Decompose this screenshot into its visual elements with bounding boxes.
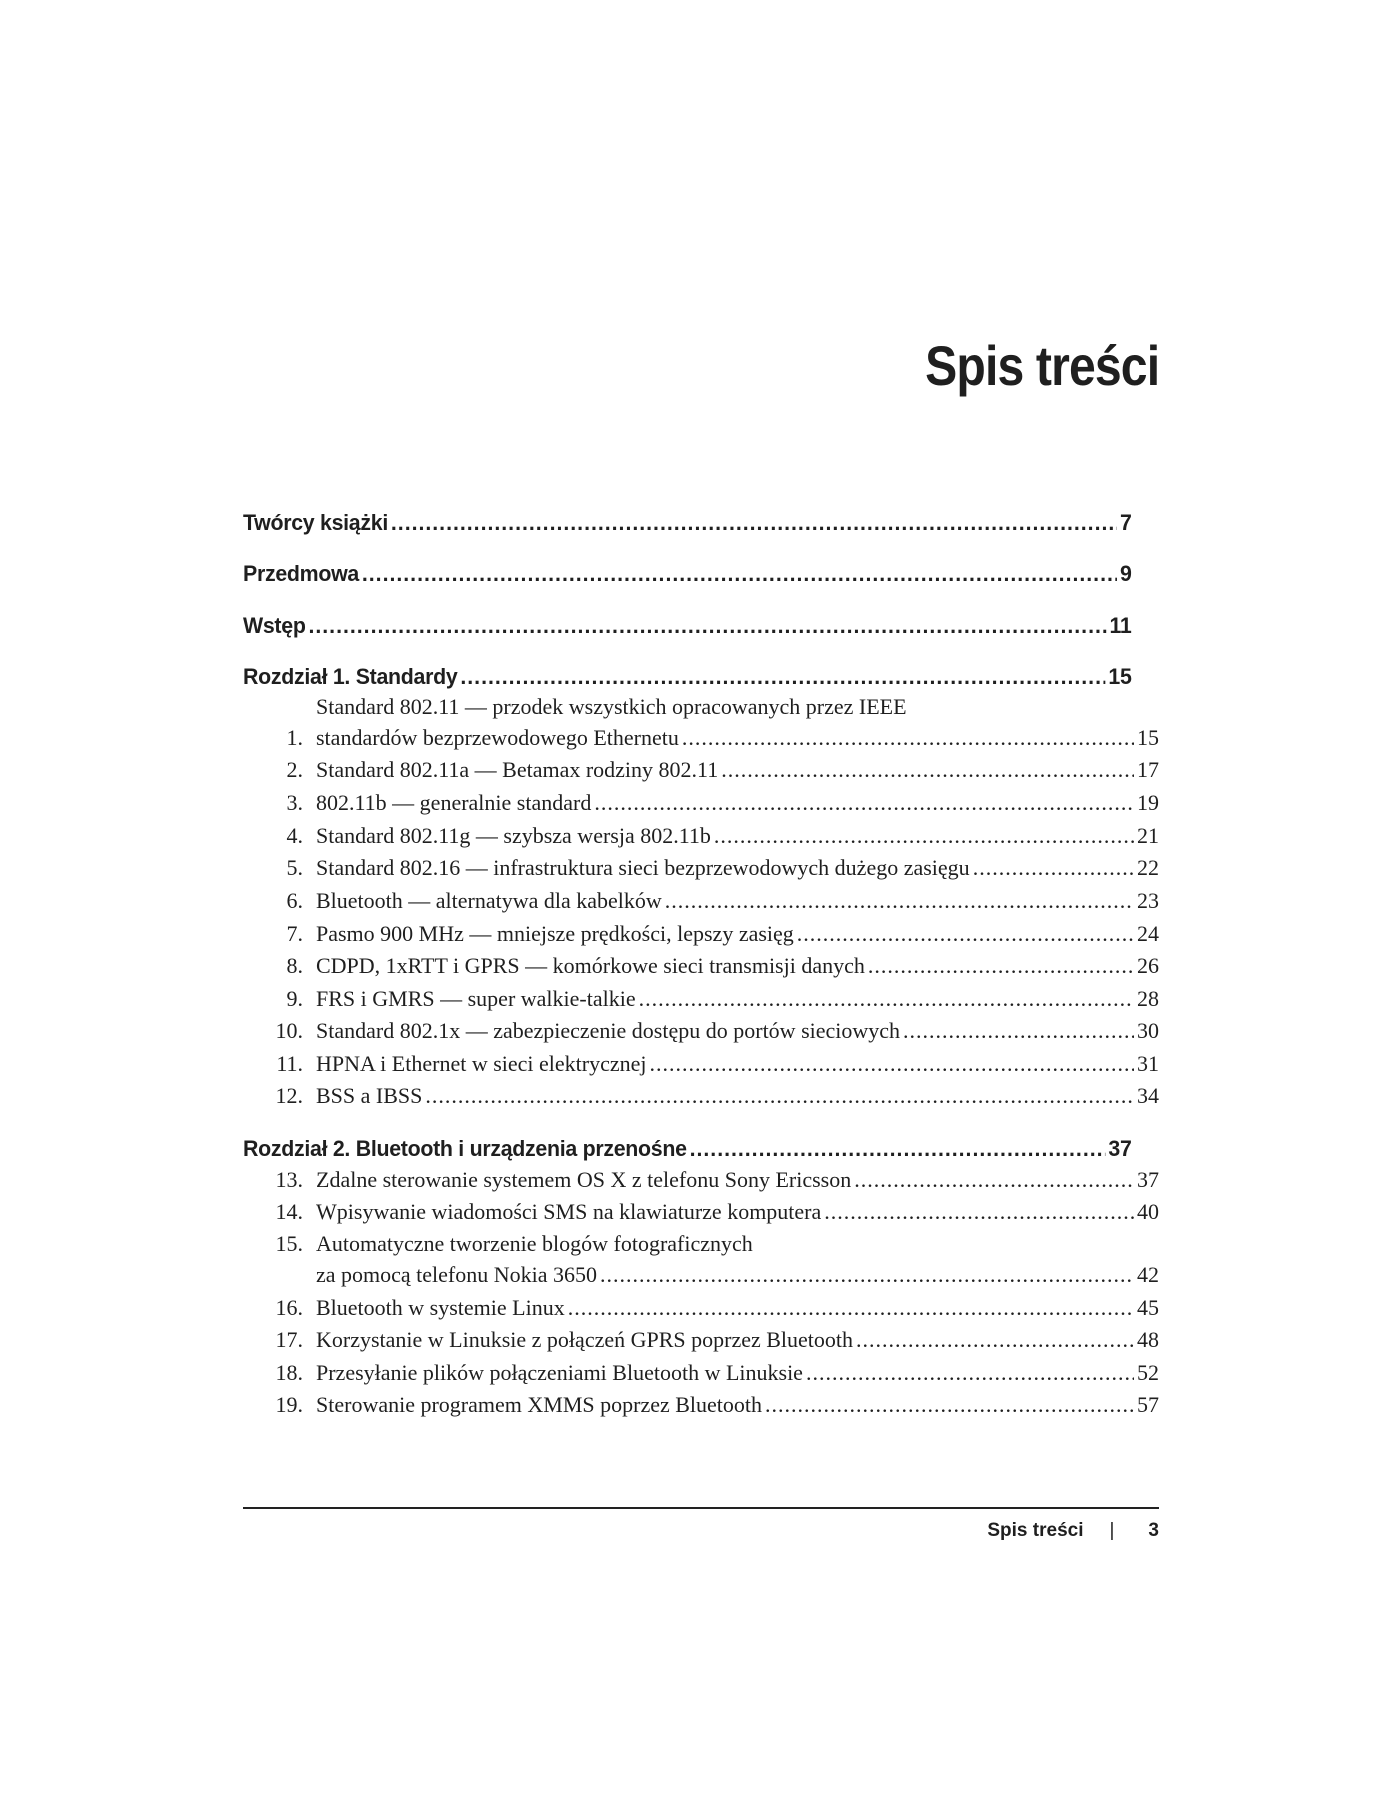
item-title: Bluetooth w systemie Linux — [316, 1295, 565, 1320]
dot-leader — [600, 1262, 1134, 1288]
item-number: 14. — [275, 1199, 303, 1224]
item-title: Zdalne sterowanie systemem OS X z telefonu Sony Ericsson — [316, 1167, 852, 1192]
toc-item-11[interactable] — [243, 1051, 1159, 1085]
item-title: Korzystanie w Linuksie z połączeń GPRS poprzez Bluetooth — [316, 1327, 854, 1352]
dot-leader — [665, 888, 1134, 914]
dot-leader — [854, 1167, 1134, 1193]
dot-leader — [639, 986, 1134, 1012]
item-number: 3. — [286, 790, 303, 815]
toc-chapter-tworcy[interactable] — [243, 510, 1159, 544]
item-number: 12. — [275, 1083, 303, 1108]
dot-leader — [765, 1392, 1134, 1418]
dot-leader — [594, 790, 1134, 816]
dot-leader — [824, 1199, 1134, 1225]
chapter-title: Rozdział 1. Standardy — [243, 664, 458, 689]
item-title: BSS a IBSS — [316, 1083, 423, 1108]
item-number: 17. — [275, 1327, 303, 1352]
item-number: 2. — [286, 757, 303, 782]
toc-item-7[interactable] — [243, 921, 1159, 955]
item-title: Wpisywanie wiadomości SMS na klawiaturze komputera — [316, 1199, 822, 1224]
item-title: Standard 802.1x — zabezpieczenie dostępu do portów sieciowych — [316, 1018, 901, 1043]
item-title-line1: Automatyczne tworzenie blogów fotograficznych — [316, 1231, 753, 1256]
item-title: standardów bezprzewodowego Ethernetu — [316, 725, 679, 750]
chapter-title: Wstęp — [243, 613, 306, 638]
item-title: Standard 802.11g — szybsza wersja 802.11b — [316, 823, 711, 848]
item-title: Pasmo 900 MHz — mniejsze prędkości, lepszy zasięg — [316, 921, 794, 946]
toc-item-14[interactable] — [243, 1199, 1159, 1233]
footer-page-number: 3 — [1148, 1520, 1159, 1541]
chapter-title: Rozdział 2. Bluetooth i urządzenia przenośne — [243, 1136, 687, 1161]
page-number: 30 — [1137, 1018, 1159, 1043]
dot-leader — [973, 855, 1134, 881]
page-title: Spis treści — [924, 334, 1159, 397]
page-number: 19 — [1137, 790, 1159, 815]
toc-item-4[interactable] — [243, 823, 1159, 857]
page-number: 40 — [1137, 1199, 1159, 1224]
page-number: 23 — [1137, 888, 1159, 913]
item-number: 15. — [275, 1231, 303, 1256]
page-number: 31 — [1137, 1051, 1159, 1076]
dot-leader — [308, 613, 1106, 639]
dot-leader — [868, 953, 1134, 979]
toc-item-6[interactable] — [243, 888, 1159, 922]
dot-leader — [690, 1136, 1106, 1162]
footer-separator: | — [1109, 1520, 1115, 1541]
page-number: 26 — [1137, 953, 1159, 978]
toc-item-8[interactable] — [243, 953, 1159, 987]
page-number: 11 — [1109, 613, 1132, 638]
item-title: Standard 802.16 — infrastruktura sieci bezprzewodowych dużego zasięgu — [316, 855, 970, 880]
page-number: 37 — [1108, 1136, 1132, 1161]
page-number: 22 — [1137, 855, 1159, 880]
toc-item-18[interactable] — [243, 1360, 1159, 1394]
toc-item-3[interactable] — [243, 790, 1159, 824]
item-title: 802.11b — generalnie standard — [316, 790, 592, 815]
dot-leader — [460, 664, 1105, 690]
page-number: 42 — [1137, 1262, 1159, 1287]
item-number: 19. — [275, 1392, 303, 1417]
page-footer — [987, 1520, 1159, 1542]
chapter-title: Twórcy książki — [243, 510, 388, 535]
item-number: 6. — [286, 888, 303, 913]
page-number: 52 — [1137, 1360, 1159, 1385]
item-number: 4. — [286, 823, 303, 848]
toc-item-9[interactable] — [243, 986, 1159, 1020]
dot-leader — [806, 1360, 1134, 1386]
page-number: 17 — [1137, 757, 1159, 782]
item-number: 1. — [286, 725, 303, 750]
chapter-title: Przedmowa — [243, 561, 359, 586]
item-number: 7. — [286, 921, 303, 946]
toc-item-2[interactable] — [243, 757, 1159, 791]
page-number: 7 — [1119, 510, 1132, 535]
page-number: 37 — [1137, 1167, 1159, 1192]
dot-leader — [425, 1083, 1134, 1109]
item-title: Sterowanie programem XMMS poprzez Bluetooth — [316, 1392, 763, 1417]
toc-chapter-rozdzial-1[interactable] — [243, 664, 1159, 698]
toc-item-5[interactable] — [243, 855, 1159, 889]
dot-leader — [362, 561, 1117, 587]
item-number: 13. — [275, 1167, 303, 1192]
page-number: 48 — [1137, 1327, 1159, 1352]
dot-leader — [391, 510, 1117, 536]
item-title: Przesyłanie plików połączeniami Bluetooth w Linuksie — [316, 1360, 803, 1385]
dot-leader — [856, 1327, 1134, 1353]
item-number: 8. — [286, 953, 303, 978]
toc-item-19[interactable] — [243, 1392, 1159, 1426]
page-number: 15 — [1137, 725, 1159, 750]
toc-chapter-przedmowa[interactable] — [243, 561, 1159, 595]
toc-chapter-rozdzial-2[interactable] — [243, 1136, 1159, 1170]
page-number: 21 — [1137, 823, 1159, 848]
page-number: 45 — [1137, 1295, 1159, 1320]
page-number: 9 — [1119, 561, 1132, 586]
item-title: HPNA i Ethernet w sieci elektrycznej — [316, 1051, 647, 1076]
footer-rule — [243, 1507, 1159, 1509]
item-number: 9. — [286, 986, 303, 1011]
dot-leader — [721, 757, 1134, 783]
toc-item-17[interactable] — [243, 1327, 1159, 1361]
dot-leader — [650, 1051, 1134, 1077]
item-title: CDPD, 1xRTT i GPRS — komórkowe sieci transmisji danych — [316, 953, 865, 978]
item-number: 16. — [275, 1295, 303, 1320]
item-title: Standard 802.11a — Betamax rodziny 802.11 — [316, 757, 719, 782]
item-number: 18. — [275, 1360, 303, 1385]
item-number: 10. — [275, 1018, 303, 1043]
item-title-line1: Standard 802.11 — przodek wszystkich opracowanych przez IEEE — [316, 694, 907, 719]
page-number: 24 — [1137, 921, 1159, 946]
item-title: Bluetooth — alternatywa dla kabelków — [316, 888, 662, 913]
dot-leader — [568, 1295, 1134, 1321]
page-number: 28 — [1137, 986, 1159, 1011]
dot-leader — [682, 725, 1134, 751]
item-title: FRS i GMRS — super walkie-talkie — [316, 986, 636, 1011]
page-number: 57 — [1137, 1392, 1159, 1417]
toc-item-16[interactable] — [243, 1295, 1159, 1329]
dot-leader — [797, 921, 1134, 947]
toc-item-13[interactable] — [243, 1167, 1159, 1201]
toc-chapter-wstep[interactable] — [243, 613, 1159, 647]
toc-item-10[interactable] — [243, 1018, 1159, 1052]
dot-leader — [714, 823, 1134, 849]
footer-title: Spis treści — [987, 1520, 1084, 1541]
item-number: 11. — [276, 1051, 303, 1076]
toc-item-12[interactable] — [243, 1083, 1159, 1117]
item-title: za pomocą telefonu Nokia 3650 — [316, 1262, 598, 1287]
dot-leader — [903, 1018, 1134, 1044]
item-number: 5. — [286, 855, 303, 880]
page-number: 15 — [1108, 664, 1132, 689]
page-number: 34 — [1137, 1083, 1159, 1108]
